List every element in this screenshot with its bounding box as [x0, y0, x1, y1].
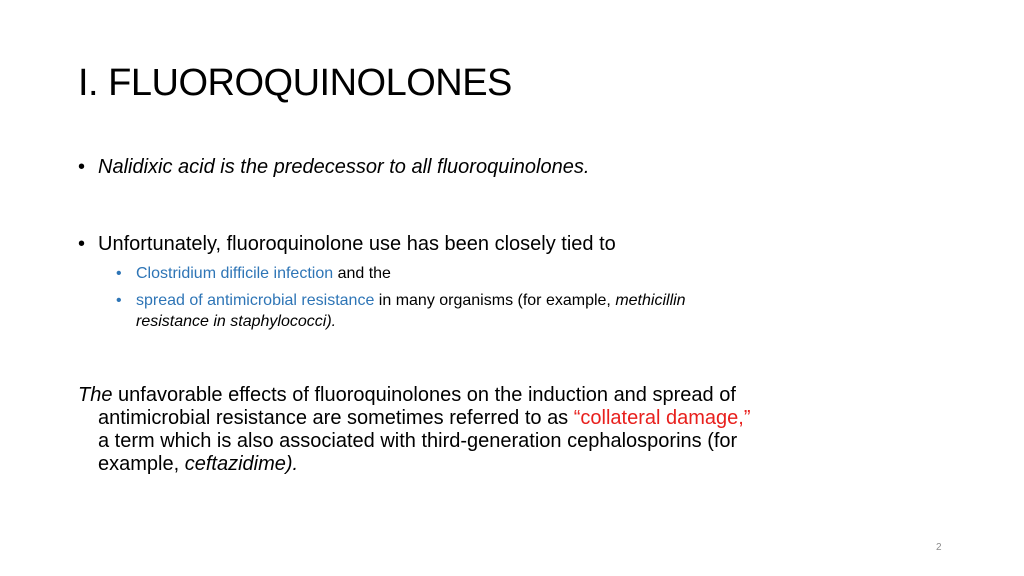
sub-bullet-resistance	[116, 290, 686, 311]
slide-title: I. FLUOROQUINOLONES	[78, 62, 512, 104]
bullet-unfortunately-text: Unfortunately, fluoroquinolone use has been closely tied to	[98, 233, 616, 255]
bullet-dot: •	[78, 233, 86, 255]
paragraph-line-2	[78, 407, 938, 430]
collateral-damage-highlight: “collateral damage,”	[573, 407, 751, 429]
collateral-damage-paragraph	[78, 384, 938, 476]
bullet-dot: •	[78, 156, 86, 178]
bullet-unfortunately	[78, 231, 616, 257]
resistance-rest: in many organisms (for example,	[374, 292, 616, 309]
paragraph-line-4-start: example,	[98, 453, 185, 475]
paragraph-line-3: a term which is also associated with third-generation cephalosporins (for	[98, 430, 738, 452]
paragraph-line-1-rest: unfavorable effects of fluoroquinolones on the induction and spread of	[112, 384, 736, 406]
paragraph-line-1	[78, 384, 938, 407]
paragraph-line-4	[78, 453, 938, 476]
clostridium-highlight: Clostridium difficile infection	[136, 265, 334, 282]
paragraph-the: The	[78, 384, 113, 406]
methicillin-text: methicillin	[615, 292, 686, 309]
paragraph-line-2-start: antimicrobial resistance are sometimes referred to as	[98, 407, 574, 429]
ceftazidime-text: ceftazidime).	[184, 453, 299, 475]
page-number: 2	[936, 542, 942, 553]
sub-bullet-clostridium	[116, 263, 391, 284]
resistance-highlight: spread of antimicrobial resistance	[136, 292, 375, 309]
clostridium-rest: and the	[333, 265, 391, 282]
sub-bullet-dot: •	[116, 265, 122, 282]
sub-bullet-dot: •	[116, 292, 122, 309]
sub-bullet-resistance-continuation: resistance in staphylococci).	[136, 313, 337, 330]
bullet-nalidixic	[78, 154, 589, 180]
bullet-nalidixic-text: Nalidixic acid is the predecessor to all fluoroquinolones.	[98, 156, 590, 178]
